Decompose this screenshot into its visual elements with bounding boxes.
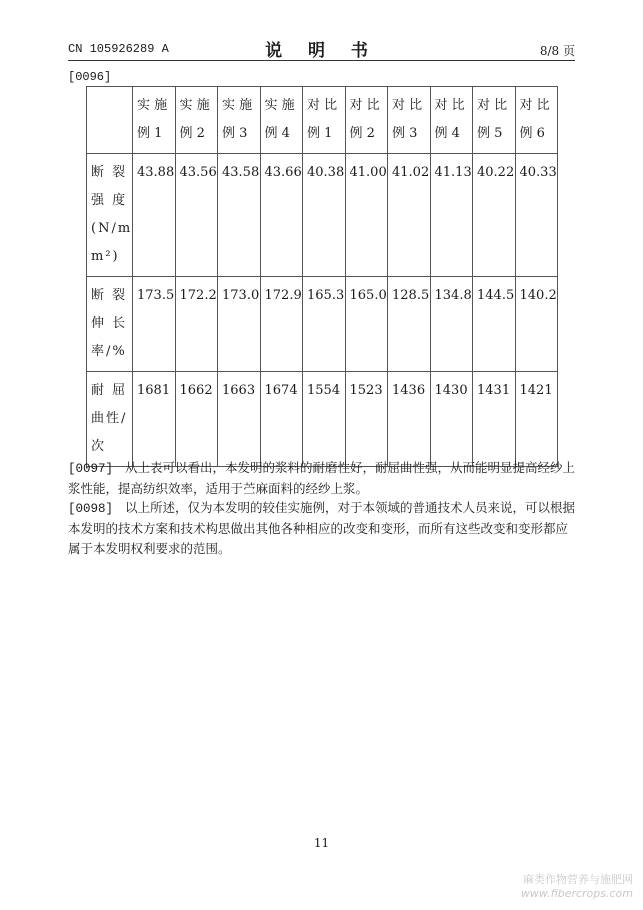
watermark-url: www.fibercrops.com (520, 887, 633, 900)
table-cell: 1436 (388, 372, 431, 467)
table-cell: 1663 (218, 372, 261, 467)
table-cell: 1662 (175, 372, 218, 467)
col-header: 对 比 例 6 (515, 87, 558, 154)
table-cell: 41.02 (388, 154, 431, 277)
table-cell: 43.58 (218, 154, 261, 277)
table-cell: 40.38 (303, 154, 346, 277)
paragraph-text: 从上表可以看出，本发明的浆料的耐磨性好，耐屈曲性强，从而能明显提高经纱上浆性能，提高纺织效率，适用于苎麻面料的经纱上浆。 (68, 460, 575, 496)
table-cell: 144.5 (473, 277, 516, 372)
table-cell: 43.56 (175, 154, 218, 277)
publication-number: CN 105926289 A (68, 42, 169, 56)
table-row (87, 372, 558, 467)
table-cell: 43.88 (133, 154, 176, 277)
paragraph-number: [0098] (68, 502, 114, 516)
document-title: 说 明 书 (265, 41, 378, 61)
table-corner-cell (87, 87, 133, 154)
table-cell: 172.2 (175, 277, 218, 372)
table-cell: 134.8 (430, 277, 473, 372)
table-cell: 172.9 (260, 277, 303, 372)
table-cell: 140.2 (515, 277, 558, 372)
table-cell: 165.0 (345, 277, 388, 372)
paragraph-number: [0097] (68, 462, 114, 476)
col-header: 对 比 例 5 (473, 87, 516, 154)
col-header: 对 比 例 1 (303, 87, 346, 154)
table-cell: 1431 (473, 372, 516, 467)
table-cell: 128.5 (388, 277, 431, 372)
paragraph-tag-0096: [0096] (68, 70, 112, 84)
col-header: 对 比 例 2 (345, 87, 388, 154)
col-header: 实 施 例 3 (218, 87, 261, 154)
table-row (87, 154, 558, 277)
page-count: 8/8 页 (539, 44, 575, 58)
paragraph-0097 (68, 458, 576, 499)
table-cell: 40.33 (515, 154, 558, 277)
header-rule (68, 60, 575, 61)
table-cell: 1421 (515, 372, 558, 467)
watermark (521, 871, 633, 900)
table-cell: 41.13 (430, 154, 473, 277)
col-header: 实 施 例 1 (133, 87, 176, 154)
col-header: 实 施 例 2 (175, 87, 218, 154)
table-cell: 1674 (260, 372, 303, 467)
table-row (87, 277, 558, 372)
table-cell: 173.5 (133, 277, 176, 372)
table-cell: 1523 (345, 372, 388, 467)
table-cell: 1554 (303, 372, 346, 467)
table-cell: 43.66 (260, 154, 303, 277)
table-cell: 1681 (133, 372, 176, 467)
table-cell: 165.3 (303, 277, 346, 372)
paragraph-0098 (68, 498, 576, 559)
table-cell: 1430 (430, 372, 473, 467)
table-cell: 173.0 (218, 277, 261, 372)
col-header: 实 施 例 4 (260, 87, 303, 154)
table-cell: 41.00 (345, 154, 388, 277)
watermark-site-name: 麻类作物营养与施肥网 (523, 873, 633, 886)
row-label: 断 裂 伸 长 率/% (87, 277, 133, 372)
results-table (86, 86, 558, 467)
row-label: 断 裂 强 度 (N/m m²) (87, 154, 133, 277)
table-header-row (87, 87, 558, 154)
col-header: 对 比 例 4 (430, 87, 473, 154)
row-label: 耐 屈 曲性/ 次 (87, 372, 133, 467)
paragraph-text: 以上所述，仅为本发明的较佳实施例，对于本领域的普通技术人员来说，可以根据本发明的技术方案和技术构思做出其他各种相应的改变和变形，而所有这些改变和变形都应属于本发明权利要求的范围。 (68, 500, 575, 556)
page-number: 11 (313, 836, 330, 850)
table-cell: 40.22 (473, 154, 516, 277)
col-header: 对 比 例 3 (388, 87, 431, 154)
page-header (68, 36, 575, 61)
